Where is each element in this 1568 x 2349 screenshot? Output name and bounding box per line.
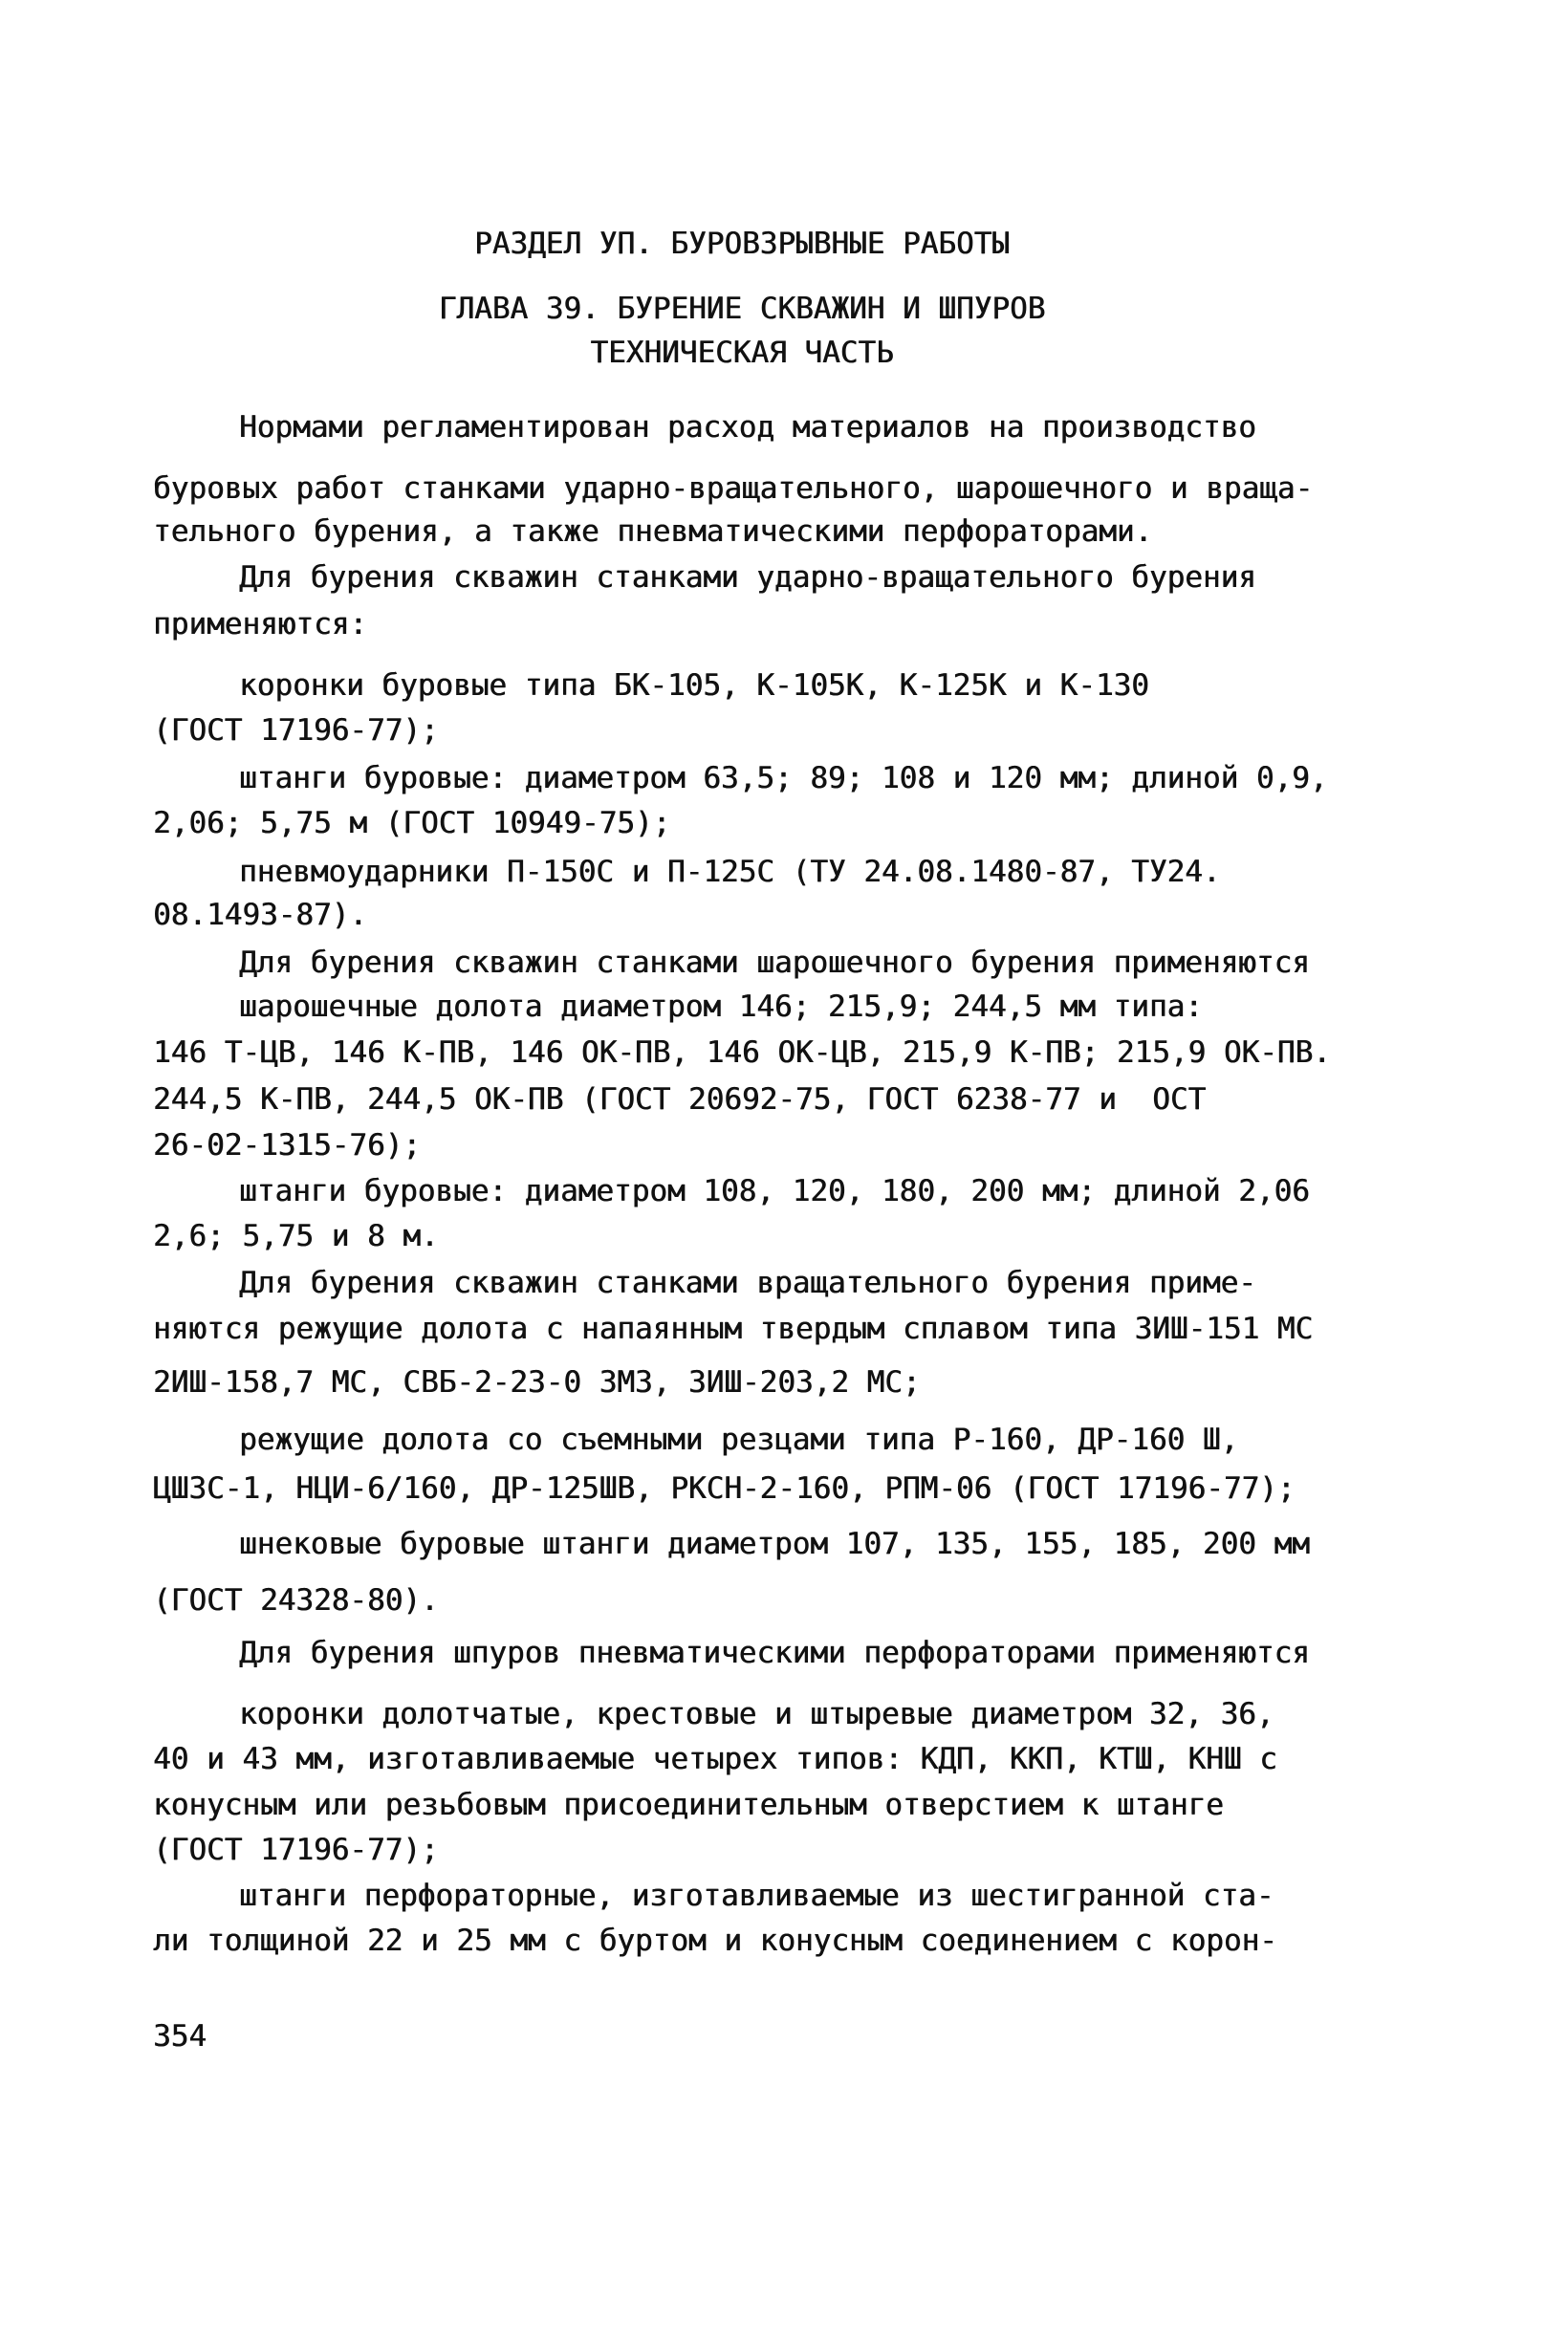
- text-line: Для бурения скважин станками шарошечного бурения применяются: [239, 946, 1310, 980]
- chapter-heading: ГЛАВА 39. БУРЕНИЕ СКВАЖИН И ШПУРОВ: [438, 292, 1046, 326]
- text-line: (ГОСТ 17196-77);: [153, 1833, 439, 1867]
- text-line: 2,6; 5,75 и 8 м.: [153, 1219, 439, 1253]
- text-line: 2,06; 5,75 м (ГОСТ 10949-75);: [153, 806, 671, 840]
- text-line: штанги буровые: диаметром 108, 120, 180, 200 мм; длиной 2,06: [239, 1174, 1310, 1208]
- text-line: Для бурения скважин станками вращательного бурения приме-: [239, 1266, 1256, 1300]
- text-line: штанги перфораторные, изготавливаемые из шестигранной ста-: [239, 1879, 1274, 1913]
- text-line: 08.1493-87).: [153, 898, 367, 932]
- text-line: шнековые буровые штанги диаметром 107, 135, 155, 185, 200 мм: [239, 1527, 1310, 1561]
- text-line: (ГОСТ 24328-80).: [153, 1583, 439, 1618]
- text-line: пневмоударники П-150С и П-125С (ТУ 24.08.1480-87, ТУ24.: [239, 855, 1221, 889]
- text-line: буровых работ станками ударно-вращательного, шарошечного и враща-: [153, 471, 1314, 506]
- text-line: режущие долота со съемными резцами типа Р-160, ДР-160 Ш,: [239, 1423, 1239, 1457]
- subheading: ТЕХНИЧЕСКАЯ ЧАСТЬ: [590, 336, 894, 370]
- text-line: тельного бурения, а также пневматическими перфораторами.: [153, 514, 1153, 549]
- text-line: 2ИШ-158,7 МС, СВБ-2-23-0 ЗМЗ, 3ИШ-203,2 МС;: [153, 1365, 921, 1400]
- page-number: 354: [153, 2019, 207, 2054]
- text-line: штанги буровые: диаметром 63,5; 89; 108 и 120 мм; длиной 0,9,: [239, 761, 1328, 795]
- text-line: (ГОСТ 17196-77);: [153, 713, 439, 748]
- text-line: 244,5 К-ПВ, 244,5 ОК-ПВ (ГОСТ 20692-75, ГОСТ 6238-77 и ОСТ: [153, 1082, 1207, 1117]
- text-line: няются режущие долота с напаянным твердым сплавом типа 3ИШ-151 МС: [153, 1312, 1314, 1346]
- text-line: ЦШЗС-1, НЦИ-6/160, ДР-125ШВ, РКСН-2-160, РПМ-06 (ГОСТ 17196-77);: [153, 1471, 1296, 1506]
- text-line: конусным или резьбовым присоединительным отверстием к штанге: [153, 1788, 1224, 1822]
- text-line: коронки буровые типа БК-105, К-105К, К-125К и К-130: [239, 668, 1149, 703]
- text-line: коронки долотчатые, крестовые и штыревые диаметром 32, 36,: [239, 1697, 1274, 1731]
- text-line: Нормами регламентирован расход материалов на производство: [239, 410, 1256, 445]
- section-heading: РАЗДЕЛ УП. БУРОВЗРЫВНЫЕ РАБОТЫ: [474, 227, 1010, 261]
- text-line: 26-02-1315-76);: [153, 1128, 421, 1163]
- text-line: Для бурения шпуров пневматическими перфораторами применяются: [239, 1636, 1310, 1670]
- text-line: 40 и 43 мм, изготавливаемые четырех типов: КДП, ККП, КТШ, КНШ с: [153, 1742, 1277, 1776]
- text-line: Для бурения скважин станками ударно-вращательного бурения: [239, 560, 1256, 595]
- text-line: применяются:: [153, 607, 367, 642]
- text-line: шарошечные долота диаметром 146; 215,9; 244,5 мм типа:: [239, 990, 1203, 1024]
- text-line: 146 Т-ЦВ, 146 К-ПВ, 146 ОК-ПВ, 146 ОК-ЦВ, 215,9 К-ПВ; 215,9 ОК-ПВ.: [153, 1035, 1331, 1070]
- text-line: ли толщиной 22 и 25 мм с буртом и конусным соединением с корон-: [153, 1924, 1277, 1958]
